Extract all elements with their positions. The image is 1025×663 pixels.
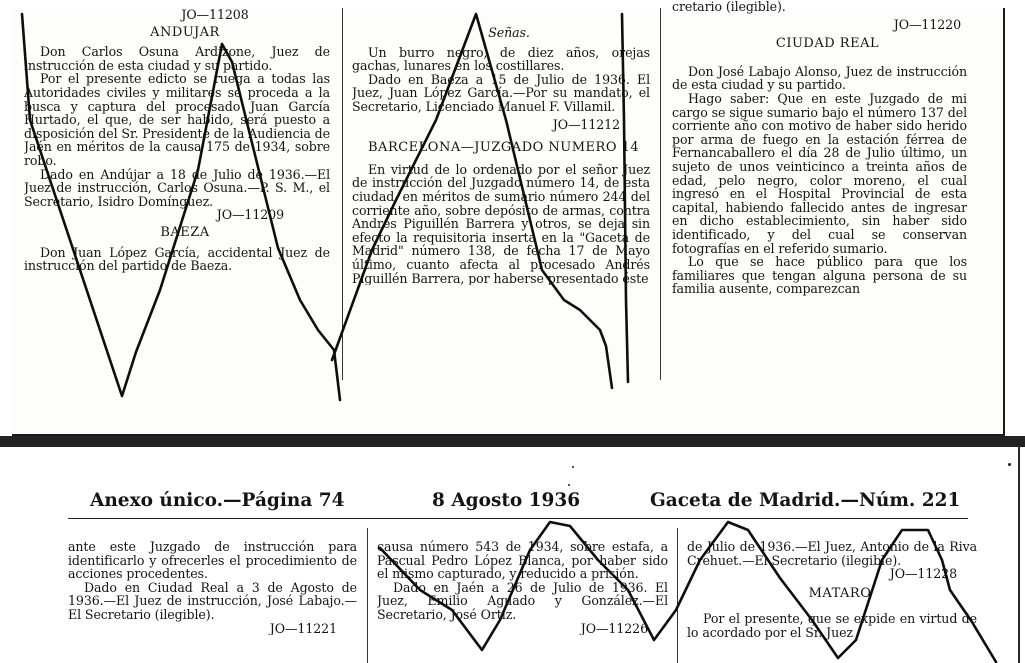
bottom-column-1 <box>68 540 357 635</box>
paragraph: Dado en Jaén a 26 de Julio de 1936. El Juez, Emilio Aguado y González.—El Secretario, José Ortiz. <box>377 579 668 622</box>
paragraph: Don Carlos Osuna Ardizone, Juez de instrucción de esta ciudad y su partido. <box>24 44 330 73</box>
scan-speck <box>568 484 570 486</box>
header-gazette-number: Gaceta de Madrid.—Núm. 221 <box>650 490 961 511</box>
scan-border <box>0 436 1025 447</box>
page-header <box>70 490 970 514</box>
header-rule <box>68 518 968 519</box>
top-column-3 <box>672 0 967 296</box>
top-column-2 <box>352 26 650 285</box>
reference-number: JO—11228 <box>889 566 957 582</box>
column-rule <box>342 8 343 380</box>
column-rule <box>660 8 661 380</box>
column-rule <box>367 528 368 663</box>
paragraph: de Julio de 1936.—El Juez, Antonio de la Riva Crehuet.—El Secretario (ilegible). <box>687 540 977 568</box>
paragraph: Dado en Baeza a 15 de Julio de 1936. El Juez, Juan López García.—Por su mandato, el Secretario, Licenciado Manuel F. Villamil. <box>352 71 650 114</box>
reference-number: JO—11226 <box>580 620 648 636</box>
paragraph: Hago saber: Que en este Juzgado de mi cargo se sigue sumario bajo el número 137 del corriente año con motivo de haber sido herido por arma de fuego en la estación férrea de Fernancaballero el día 28 de Julio último, un sujeto de unos veinticinco a treinta años de edad, pelo negro, color moreno, el cual ingresó en el Hospital Provincial de esta capital, habiendo fallecido antes de ingresar en dicho establecimiento, sin haber sido identificado, y del cual se conservan fotografías en el referido sumario. <box>672 90 967 256</box>
column-rule <box>677 528 678 663</box>
section-heading-barcelona: BARCELONA—JUZGADO NUMERO 14 <box>368 140 640 156</box>
scan-speck <box>572 466 574 468</box>
scan-speck <box>1008 463 1011 466</box>
paragraph: Dado en Andújar a 18 de Julio de 1936.—El Juez de instrucción, Carlos Osuna.—P. S. M., el Secretario, Isidro Domínguez. <box>24 166 330 209</box>
header-date: 8 Agosto 1936 <box>432 490 581 511</box>
paragraph: En virtud de lo ordenado por el señor Juez de instrucción del Juzgado número 14, de esta ciudad, en méritos de sumario número 244 del corriente año, sobre depósito de armas, contra Andrés Piguillén Barrera y otros, se deja sin efecto la requisitoria inserta en la "Gaceta de Madrid" número 138, de fecha 17 de Mayo último, cuanto afecta al procesado Andrés Piguillén Barrera, por haberse presentado éste <box>352 161 650 286</box>
paragraph: Don José Labajo Alonso, Juez de instrucción de esta ciudad y su partido. <box>672 63 967 93</box>
section-heading-baeza: BAEZA <box>160 224 210 240</box>
bottom-column-2 <box>377 540 668 635</box>
bottom-column-3 <box>687 540 977 640</box>
paragraph-fragment: cretario (ilegible). <box>672 0 786 14</box>
reference-number: JO—11221 <box>269 620 337 636</box>
section-heading-andujar: ANDUJAR <box>150 24 220 40</box>
paragraph: causa número 543 de 1934, sobre estafa, a Pascual Pedro López Blanca, por haber sido el mismo capturado, y reducido a prisión. <box>377 540 668 582</box>
paragraph: Un burro negro, de diez años, orejas gachas, lunares en los costillares. <box>352 44 650 74</box>
paragraph: Por el presente, que se expide en virtud de lo acordado por el Sr. Juez <box>687 611 977 640</box>
reference-number: JO—11212 <box>552 116 620 132</box>
section-label-senas: Señas. <box>488 26 530 40</box>
top-column-1 <box>24 8 330 273</box>
section-heading-mataro: MATARO <box>808 585 872 601</box>
section-heading-ciudad-real: CIUDAD REAL <box>775 36 880 52</box>
reference-number: JO—11208 <box>181 8 249 22</box>
paragraph: Don Juan López García, accidental Juez de instrucción del partido de Baeza. <box>24 244 330 273</box>
paragraph: Dado en Ciudad Real a 3 de Agosto de 1936.—El Juez de instrucción, José Labajo.—El Secretario (ilegible). <box>68 579 357 622</box>
reference-number: JO—11209 <box>216 207 284 223</box>
paragraph: Por el presente edicto se ruega a todas las Autoridades civiles y militares se proceda a la busca y captura del procesado Juan García Hurtado, el que, de ser habido, será puesto a disposición del Sr. Presidente de la Audiencia de Jaén en méritos de la causa 175 de 1934, sobre robo. <box>24 71 330 168</box>
header-page-number: Anexo único.—Página 74 <box>90 490 345 511</box>
reference-number: JO—11220 <box>893 16 961 32</box>
paragraph: ante este Juzgado de instrucción para identificarlo y ofrecerles el procedimiento de acciones procedentes. <box>68 540 357 582</box>
paragraph: Lo que se hace público para que los familiares que tengan alguna persona de su familia ausente, comparezcan <box>672 254 967 296</box>
